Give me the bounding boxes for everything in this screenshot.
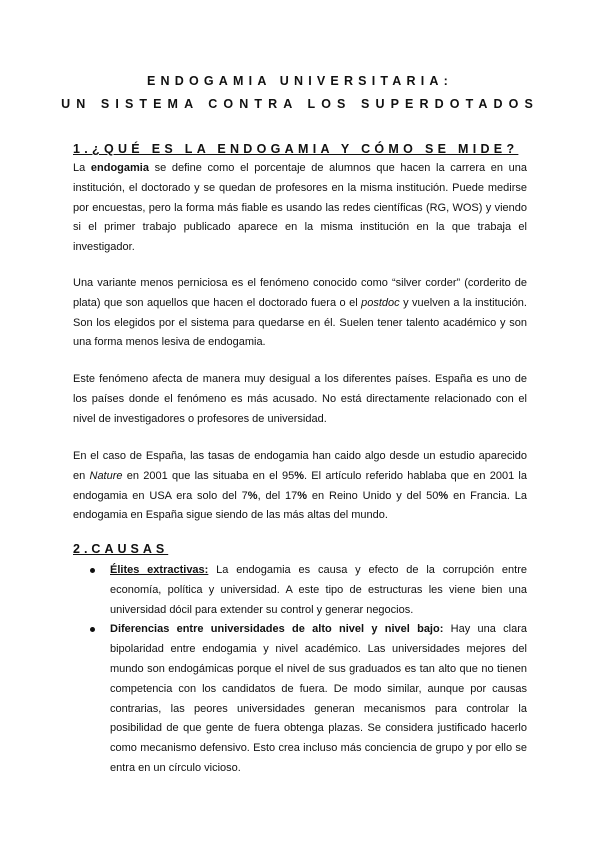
paragraph-text: . El artículo referido hablaba que en 2001 la endogamia en USA era solo del 7 xyxy=(73,469,527,502)
list-item-text: Hay una clara bipolaridad entre endogamia y nivel académico. Las universidades mejores del mundo son endogámicas porque el nivel de sus graduados es tan alto que no tienen competencia con los candidatos de fuera. De modo similar, aunque por causas contrarias, las peores universidades generan mecanismos para controlar la posibilidad de que gente de fuera obtenga plazas. Se considera justificado hacerlo como mecanismo defensivo. Esto crea incluso más conciencia de grupo y por ello se entra en un círculo vicioso. xyxy=(110,623,527,774)
percent-sign: % xyxy=(247,489,258,502)
paragraph-spain-rates xyxy=(73,447,527,526)
percent-sign: % xyxy=(297,489,308,502)
list-item-lead: Diferencias entre universidades de alto nivel y nivel bajo: xyxy=(110,623,444,636)
paragraph-silver-corder xyxy=(73,274,527,353)
term-postdoc: postdoc xyxy=(361,296,400,309)
section-2-heading: 2.CAUSAS xyxy=(73,542,169,556)
paragraph-countries: Este fenómeno afecta de manera muy desigual a los diferentes países. España es uno de los países donde el fenómeno es más acusado. No está directamente relacionado con el nivel de investigadores o profesores de universidad. xyxy=(73,373,527,425)
paragraph-text: La xyxy=(73,162,91,174)
section-1-heading: 1.¿QUÉ ES LA ENDOGAMIA Y CÓMO SE MIDE? xyxy=(73,142,519,156)
document-title-line-2: UN SISTEMA CONTRA LOS SUPERDOTADOS xyxy=(61,97,539,111)
bullet-icon xyxy=(90,627,95,632)
journal-name: Nature xyxy=(89,469,123,482)
percent-sign: % xyxy=(294,469,304,482)
percent-sign: % xyxy=(438,489,449,502)
paragraph-text: Una variante menos perniciosa es el fenómeno conocido como “silver corder” (corderito de plata) que son aquellos que hacen el doctorado fuera o el xyxy=(73,277,527,309)
paragraph-text: en Francia. La endogamia en España sigue siendo de las más altas del mundo. xyxy=(73,489,528,522)
causes-list xyxy=(73,561,527,779)
paragraph-text: y vuelven a la institución. Son los elegidos por el sistema para quedarse en él. Suelen tener talento académico y son una forma menos lesiva de endogamia. xyxy=(73,296,527,349)
list-item xyxy=(73,620,527,778)
list-item-text: La endogamia es causa y efecto de la corrupción entre economía, política y universidad. A este tipo de estructuras les viene bien una universidad dócil para extender su control y generar negocios. xyxy=(110,564,527,616)
paragraph-text: en 2001 que las situaba en el 95 xyxy=(122,469,295,482)
paragraph-text: en Reino Unido y del 50 xyxy=(307,489,439,502)
bullet-icon xyxy=(90,568,95,573)
term-endogamia: endogamia xyxy=(90,162,149,174)
list-item xyxy=(73,561,527,620)
paragraph-text: En el caso de España, las tasas de endogamia han caido algo desde un estudio aparecido en xyxy=(73,450,527,482)
document-title-line-1: ENDOGAMIA UNIVERSITARIA: xyxy=(146,74,454,88)
paragraph-text: se define como el porcentaje de alumnos que hacen la carrera en una institución, el doctorado y se quedan de profesores en la misma institución. Puede medirse por encuestas, pero la forma más fiable es usando las redes científicas (RG, WOS) y viendo si el primer trabajo publicado aparece en la misma institución en la que trabaja el investigador. xyxy=(73,162,527,254)
paragraph-text: , del 17 xyxy=(257,489,298,502)
list-item-lead: Élites extractivas: xyxy=(110,564,209,576)
paragraph-definition xyxy=(73,159,527,258)
